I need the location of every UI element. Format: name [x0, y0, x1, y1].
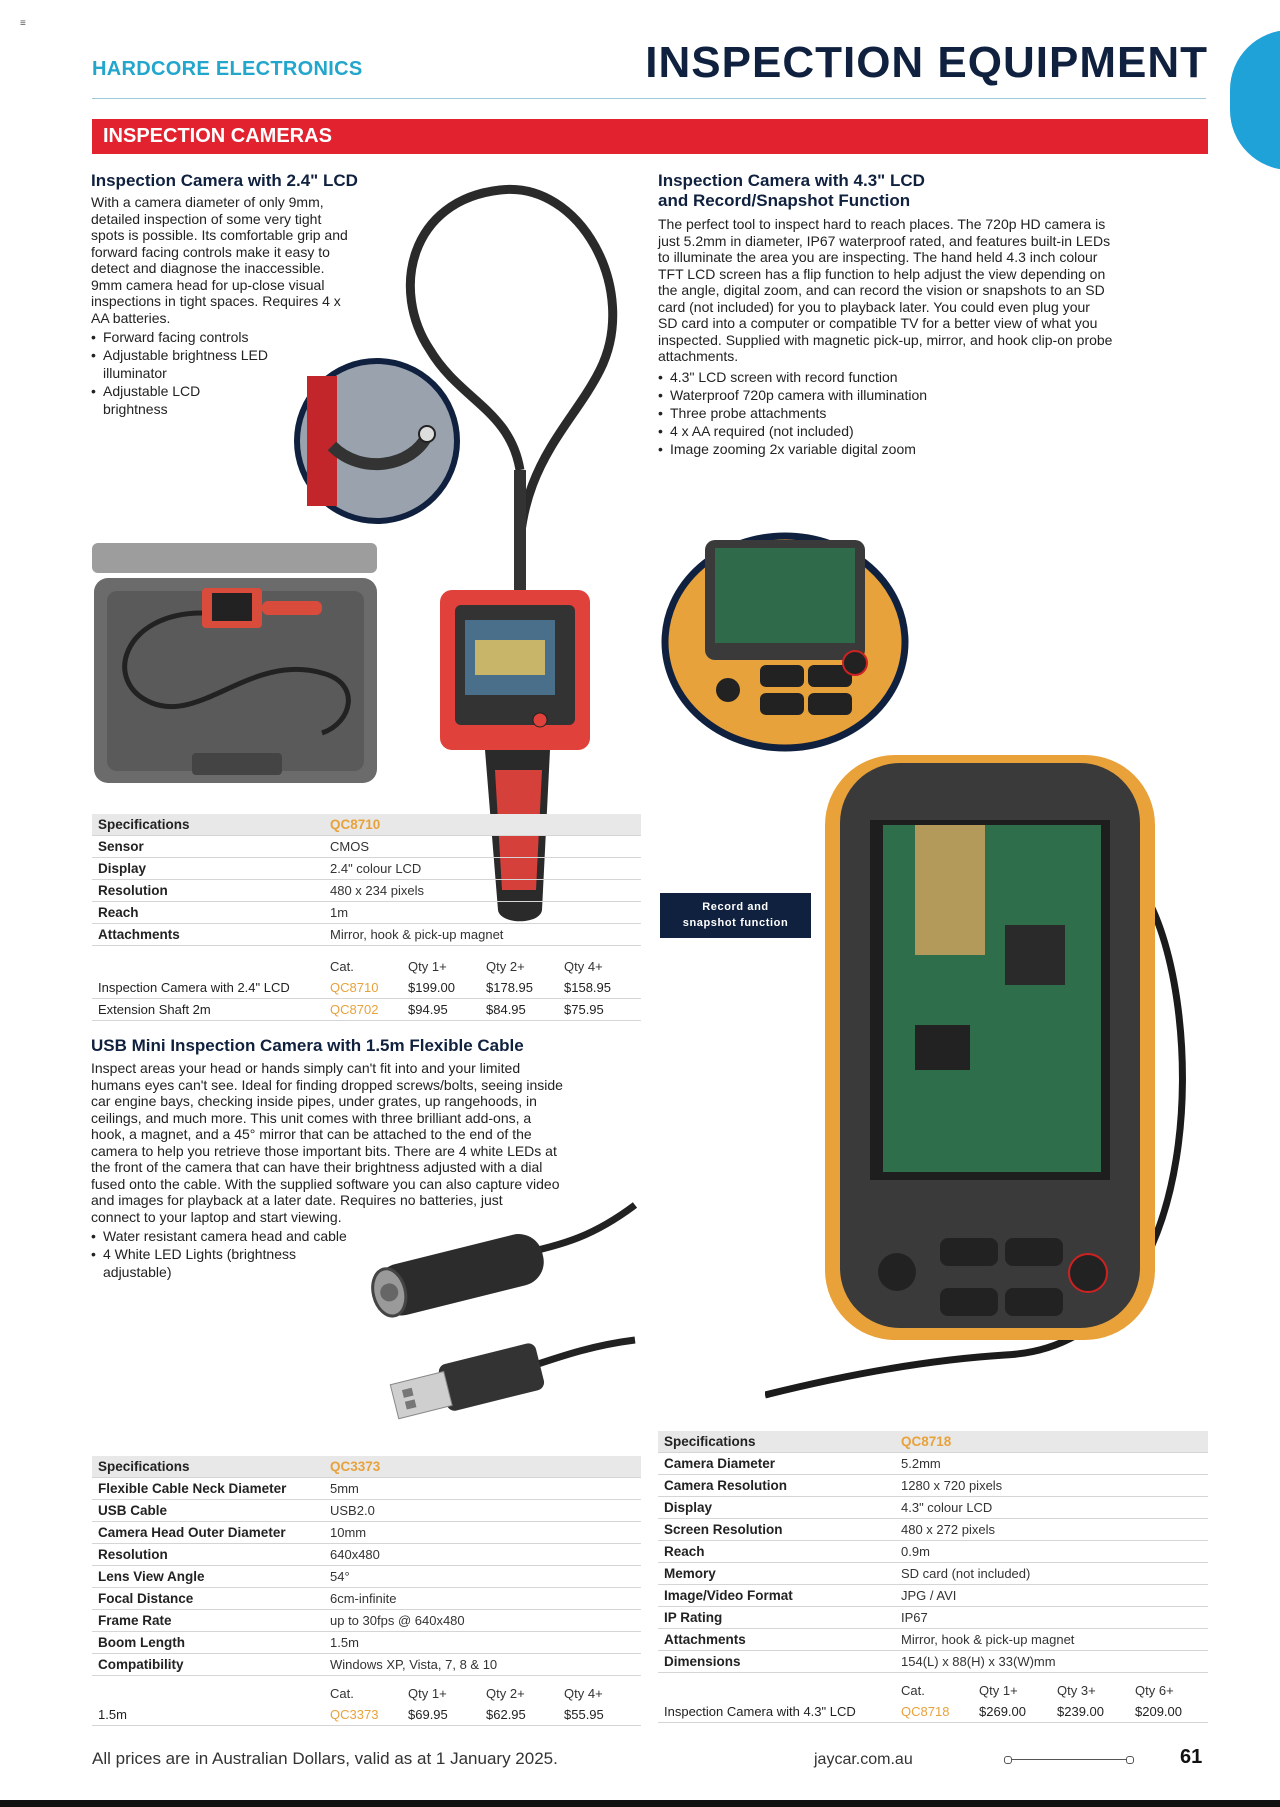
spec-value: 2.4" colour LCD	[324, 858, 641, 880]
table-row	[92, 1683, 641, 1704]
feature-bullet: • 4 White LED Lights (brightness adjustable)	[91, 1245, 333, 1281]
spec-value: Mirror, hook & pick-up magnet	[895, 1629, 1208, 1651]
controls-zoom-image	[660, 530, 915, 755]
spec-value: 6cm-infinite	[324, 1588, 641, 1610]
spec-header: Specifications	[92, 814, 324, 836]
spec-value: 480 x 234 pixels	[324, 880, 641, 902]
table-row	[658, 1651, 1208, 1673]
table-row	[92, 902, 641, 924]
desc-line: car engine bays, checking inside pipes, under grates, up rangehoods, in	[91, 1093, 537, 1109]
desc-line: Inspect areas your head or hands simply can't fit into and your limited	[91, 1060, 521, 1076]
price-col-header: Qty 1+	[979, 1683, 1018, 1698]
desc-line: the angle, digital zoom, and can record the vision or snapshots to an SD	[658, 282, 1105, 298]
price-value: $62.95	[480, 1704, 558, 1726]
section-title: INSPECTION CAMERAS	[103, 125, 332, 147]
desc-line: ceilings, and much more. This unit comes with three brilliant add-ons, a	[91, 1109, 532, 1126]
price-value: $94.95	[402, 999, 480, 1021]
spec-header: Specifications	[658, 1431, 895, 1453]
table-row	[92, 924, 641, 946]
price-col-header: Qty 2+	[486, 959, 525, 974]
spec-value: Mirror, hook & pick-up magnet	[324, 924, 641, 946]
spec-value: USB2.0	[324, 1500, 641, 1522]
table-row	[658, 1585, 1208, 1607]
spec-value: 10mm	[324, 1522, 641, 1544]
spec-label: Memory	[658, 1563, 895, 1585]
spec-label: USB Cable	[92, 1500, 324, 1522]
spec-label: Camera Diameter	[658, 1453, 895, 1475]
price-cat-code[interactable]: QC8702	[324, 999, 402, 1021]
price-value: $55.95	[558, 1704, 641, 1726]
spec-label: Boom Length	[92, 1632, 324, 1654]
spec-label: Sensor	[92, 836, 324, 858]
feature-bullet: • Adjustable brightness LED illuminator	[91, 346, 301, 382]
spec-value: JPG / AVI	[895, 1585, 1208, 1607]
desc-line: just 5.2mm in diameter, IP67 waterproof rated, and features built-in LEDs	[658, 232, 1111, 249]
spec-value: 0.9m	[895, 1541, 1208, 1563]
table-row	[658, 1607, 1208, 1629]
brand-label: HARDCORE ELECTRONICS	[92, 58, 363, 80]
table-row	[92, 1478, 641, 1500]
table-row	[92, 1654, 641, 1676]
desc-line: attachments.	[658, 348, 739, 364]
desc-line: spots is possible. Its comfortable grip and	[91, 227, 348, 243]
spec-label: Camera Resolution	[658, 1475, 895, 1497]
spec-label: Flexible Cable Neck Diameter	[92, 1478, 324, 1500]
table-row	[658, 1431, 1208, 1453]
price-value: $84.95	[480, 999, 558, 1021]
price-col-header: Qty 4+	[564, 1686, 603, 1701]
table-row	[658, 1701, 1208, 1723]
table-row	[92, 880, 641, 902]
price-item-name: Inspection Camera with 2.4" LCD	[92, 977, 324, 999]
product-title: Inspection Camera with 2.4" LCD	[91, 171, 358, 190]
spec-label: Display	[658, 1497, 895, 1519]
qc8718-product-image	[765, 745, 1215, 1405]
page-number: 61	[1180, 1746, 1203, 1768]
product-title-line: Inspection Camera with 4.3" LCD	[658, 171, 925, 190]
spec-value: 1280 x 720 pixels	[895, 1475, 1208, 1497]
feature-bullet: • Image zooming 2x variable digital zoom	[658, 440, 1208, 458]
spec-value: up to 30fps @ 640x480	[324, 1610, 641, 1632]
price-cat-code[interactable]: QC3373	[324, 1704, 402, 1726]
feature-bullet: • Adjustable LCD brightness	[91, 382, 223, 418]
table-row	[92, 814, 641, 836]
spec-label: Screen Resolution	[658, 1519, 895, 1541]
table-row	[92, 1522, 641, 1544]
spec-label: IP Rating	[658, 1607, 895, 1629]
menu-icon[interactable]: ≡	[20, 18, 26, 29]
price-col-header: Cat.	[901, 1683, 925, 1698]
price-value: $239.00	[1051, 1701, 1129, 1723]
footer-decoration	[1008, 1759, 1130, 1760]
table-row	[658, 1563, 1208, 1585]
spec-value: 1.5m	[324, 1632, 641, 1654]
badge-line: snapshot function	[682, 917, 789, 929]
section-bar	[92, 119, 1208, 154]
spec-label: Dimensions	[658, 1651, 895, 1673]
table-row	[658, 1680, 1208, 1701]
feature-bullet: • 4 x AA required (not included)	[658, 422, 1208, 440]
feature-bullet: • Water resistant camera head and cable	[91, 1227, 361, 1245]
spec-value: SD card (not included)	[895, 1563, 1208, 1585]
footer-dot-icon	[1126, 1756, 1134, 1764]
spec-value: 480 x 272 pixels	[895, 1519, 1208, 1541]
desc-line: forward facing controls make it easy to	[91, 243, 330, 260]
desc-line: camera to help you retrieve those important bits. There are 4 white LEDs at	[91, 1142, 557, 1159]
desc-line: The perfect tool to inspect hard to reach places. The 720p HD camera is	[658, 216, 1106, 232]
price-item-name: Inspection Camera with 4.3" LCD	[658, 1701, 895, 1723]
desc-line: inspections in tight spaces. Requires 4 x	[91, 293, 341, 309]
footer-dot-icon	[1004, 1756, 1012, 1764]
price-value: $158.95	[558, 977, 641, 999]
spec-value: Windows XP, Vista, 7, 8 & 10	[324, 1654, 641, 1676]
spec-value: 1m	[324, 902, 641, 924]
table-row	[92, 1544, 641, 1566]
price-col-header: Cat.	[330, 959, 354, 974]
bottom-edge-bar	[0, 1800, 1280, 1807]
desc-line: connect to your laptop and start viewing.	[91, 1208, 342, 1225]
table-row	[92, 956, 641, 977]
table-row	[92, 977, 641, 999]
qc8710-specs-table	[92, 814, 641, 946]
price-col-header: Qty 1+	[408, 959, 447, 974]
desc-line: humans eyes can't see. Ideal for finding dropped screws/bolts, seeing inside	[91, 1076, 563, 1093]
spec-label: Attachments	[658, 1629, 895, 1651]
price-col-header: Qty 3+	[1057, 1683, 1096, 1698]
table-row	[92, 999, 641, 1021]
page-title: INSPECTION EQUIPMENT	[645, 38, 1208, 87]
footer-url-link[interactable]: jaycar.com.au	[814, 1751, 913, 1768]
spec-value: 154(L) x 88(H) x 33(W)mm	[895, 1651, 1208, 1673]
desc-line: inspected. Supplied with magnetic pick-up, mirror, and hook clip-on probe	[658, 331, 1113, 348]
table-row	[658, 1519, 1208, 1541]
header-divider	[92, 98, 1206, 99]
qc3373-price-table	[92, 1683, 641, 1726]
desc-line: detect and diagnose the inaccessible.	[91, 260, 325, 276]
table-row	[92, 1500, 641, 1522]
desc-line: the front of the camera that can have their brightness adjusted with a dial	[91, 1159, 543, 1175]
table-row	[92, 1566, 641, 1588]
spec-value: CMOS	[324, 836, 641, 858]
spec-value: 5.2mm	[895, 1453, 1208, 1475]
table-row	[92, 858, 641, 880]
spec-label: Image/Video Format	[658, 1585, 895, 1607]
spec-label: Attachments	[92, 924, 324, 946]
spec-label: Resolution	[92, 880, 324, 902]
desc-line: card (not included) for you to playback later. You could even plug your	[658, 298, 1090, 315]
spec-value: 640x480	[324, 1544, 641, 1566]
spec-header: Specifications	[92, 1456, 324, 1478]
qc8718-specs-table	[658, 1431, 1208, 1673]
spec-value: 54°	[324, 1566, 641, 1588]
table-row	[658, 1453, 1208, 1475]
desc-line: 9mm camera head for up-close visual	[91, 276, 325, 293]
desc-line: hook, a magnet, and a 45° mirror that can be attached to the end of the	[91, 1126, 532, 1142]
desc-line: and images for playback at a later date. Requires no batteries, just	[91, 1192, 503, 1208]
footer-price-note: All prices are in Australian Dollars, valid as at 1 January 2025.	[92, 1749, 558, 1768]
spec-label: Reach	[658, 1541, 895, 1563]
spec-label: Lens View Angle	[92, 1566, 324, 1588]
price-value: $199.00	[402, 977, 480, 999]
table-row	[92, 1588, 641, 1610]
spec-value: 5mm	[324, 1478, 641, 1500]
product-code: QC8710	[324, 814, 641, 836]
table-row	[658, 1475, 1208, 1497]
price-col-header: Qty 6+	[1135, 1683, 1174, 1698]
product-code: QC8718	[895, 1431, 1208, 1453]
table-row	[92, 1632, 641, 1654]
table-row	[658, 1541, 1208, 1563]
desc-line: fused onto the cable. With the supplied software you can also capture video	[91, 1175, 560, 1192]
price-cat-code[interactable]: QC8718	[895, 1701, 973, 1723]
usb-camera-image	[365, 1195, 645, 1435]
spec-label: Camera Head Outer Diameter	[92, 1522, 324, 1544]
product-qc8718-description	[658, 171, 1208, 458]
desc-line: With a camera diameter of only 9mm,	[91, 194, 324, 210]
product-code: QC3373	[324, 1456, 641, 1478]
feature-bullet: • Waterproof 720p camera with illumination	[658, 386, 1208, 404]
desc-line: detailed inspection of some very tight	[91, 210, 322, 227]
price-value: $69.95	[402, 1704, 480, 1726]
qc8710-price-table	[92, 956, 641, 1021]
spec-value: IP67	[895, 1607, 1208, 1629]
price-item-name: 1.5m	[92, 1704, 324, 1726]
badge-line: Record and	[702, 901, 769, 913]
spec-label: Resolution	[92, 1544, 324, 1566]
price-cat-code[interactable]: QC8710	[324, 977, 402, 999]
table-row	[92, 1704, 641, 1726]
product-title: USB Mini Inspection Camera with 1.5m Flexible Cable	[91, 1036, 524, 1055]
spec-label: Display	[92, 858, 324, 880]
spec-label: Focal Distance	[92, 1588, 324, 1610]
spec-label: Compatibility	[92, 1654, 324, 1676]
feature-bullet: • Forward facing controls	[91, 328, 301, 346]
spec-value: 4.3" colour LCD	[895, 1497, 1208, 1519]
price-col-header: Qty 1+	[408, 1686, 447, 1701]
table-row	[658, 1497, 1208, 1519]
price-item-name: Extension Shaft 2m	[92, 999, 324, 1021]
price-value: $75.95	[558, 999, 641, 1021]
table-row	[92, 1456, 641, 1478]
spec-label: Reach	[92, 902, 324, 924]
price-value: $178.95	[480, 977, 558, 999]
spec-label: Frame Rate	[92, 1610, 324, 1632]
feature-bullet: • 4.3" LCD screen with record function	[658, 368, 1208, 386]
section-tab-marker	[1230, 30, 1280, 170]
price-value: $209.00	[1129, 1701, 1208, 1723]
price-value: $269.00	[973, 1701, 1051, 1723]
price-col-header: Cat.	[330, 1686, 354, 1701]
feature-bullet: • Three probe attachments	[658, 404, 1208, 422]
desc-line: TFT LCD screen has a flip function to help adjust the view depending on	[658, 265, 1106, 282]
table-row	[92, 836, 641, 858]
table-row	[658, 1629, 1208, 1651]
price-col-header: Qty 4+	[564, 959, 603, 974]
table-row	[92, 1610, 641, 1632]
qc8718-price-table	[658, 1680, 1208, 1723]
desc-line: to illuminate the area you are inspecting. The hand held 4.3 inch colour	[658, 249, 1098, 265]
desc-line: AA batteries.	[91, 309, 171, 326]
desc-line: SD card into a computer or compatible TV for a better view of what you	[658, 315, 1098, 331]
product-title-line: and Record/Snapshot Function	[658, 191, 911, 210]
carry-case-image	[92, 543, 382, 788]
lens-zoom-image	[292, 356, 462, 526]
price-col-header: Qty 2+	[486, 1686, 525, 1701]
qc3373-specs-table	[92, 1456, 641, 1676]
